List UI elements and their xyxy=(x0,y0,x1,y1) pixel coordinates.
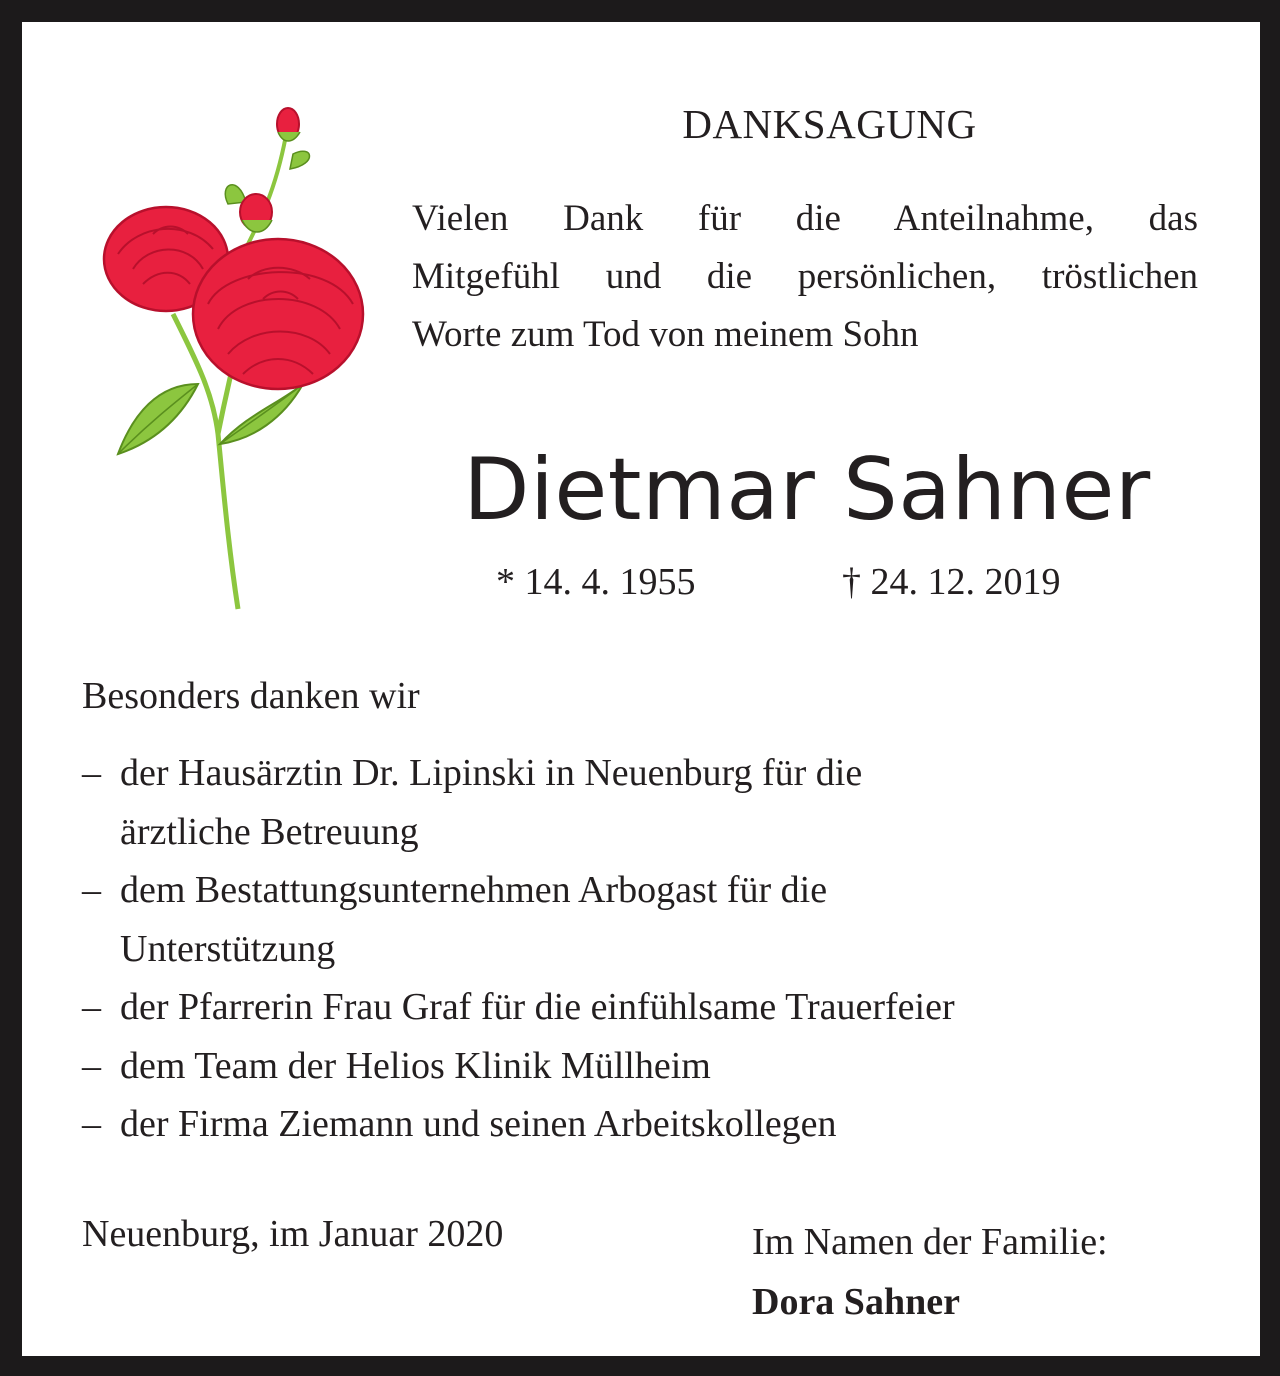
rose-icon xyxy=(78,84,368,614)
signer-name: Dora Sahner xyxy=(752,1281,960,1323)
intro-text xyxy=(412,190,1198,364)
list-item xyxy=(82,1095,1222,1154)
list-item-text: dem Bestattungsunternehmen Arbogast für die xyxy=(120,869,828,911)
list-item-text: dem Team der Helios Klinik Müllheim xyxy=(120,1044,711,1087)
thanks-list xyxy=(82,744,1222,1154)
thanks-heading: Besonders danken wir xyxy=(82,675,420,717)
dash-bullet: – xyxy=(82,869,101,911)
list-item-text: der Firma Ziemann und seinen Arbeitskollegen xyxy=(120,1103,837,1145)
obituary-card xyxy=(22,22,1260,1356)
deceased-name: Dietmar Sahner xyxy=(463,440,1151,540)
dash-bullet: – xyxy=(82,752,101,794)
notice-title: DANKSAGUNG xyxy=(682,101,977,147)
intro-line: Mitgefühl und die persönlichen, tröstlichen xyxy=(412,256,1198,297)
birth-date: * 14. 4. 1955 xyxy=(496,561,696,603)
family-signature xyxy=(752,1212,1108,1332)
list-item xyxy=(82,744,1222,861)
dash-bullet: – xyxy=(82,1103,101,1145)
place-date: Neuenburg, im Januar 2020 xyxy=(82,1213,504,1255)
list-item-text: ärztliche Betreuung xyxy=(120,810,419,853)
list-item xyxy=(82,1037,1222,1096)
list-item-text: Unterstützung xyxy=(120,927,336,970)
dash-bullet: – xyxy=(82,986,101,1028)
intro-line: Vielen Dank für die Anteilnahme, das xyxy=(412,198,1198,239)
dash-bullet: – xyxy=(82,1044,101,1087)
death-date: † 24. 12. 2019 xyxy=(842,561,1061,603)
on-behalf-text: Im Namen der Familie: xyxy=(752,1221,1108,1263)
intro-line: Worte zum Tod von meinem Sohn xyxy=(412,314,919,355)
list-item-text: der Pfarrerin Frau Graf für die einfühlsame Trauerfeier xyxy=(120,986,955,1028)
list-item-text: der Hausärztin Dr. Lipinski in Neuenburg für die xyxy=(120,752,863,794)
list-item xyxy=(82,978,1222,1037)
list-item xyxy=(82,861,1222,978)
